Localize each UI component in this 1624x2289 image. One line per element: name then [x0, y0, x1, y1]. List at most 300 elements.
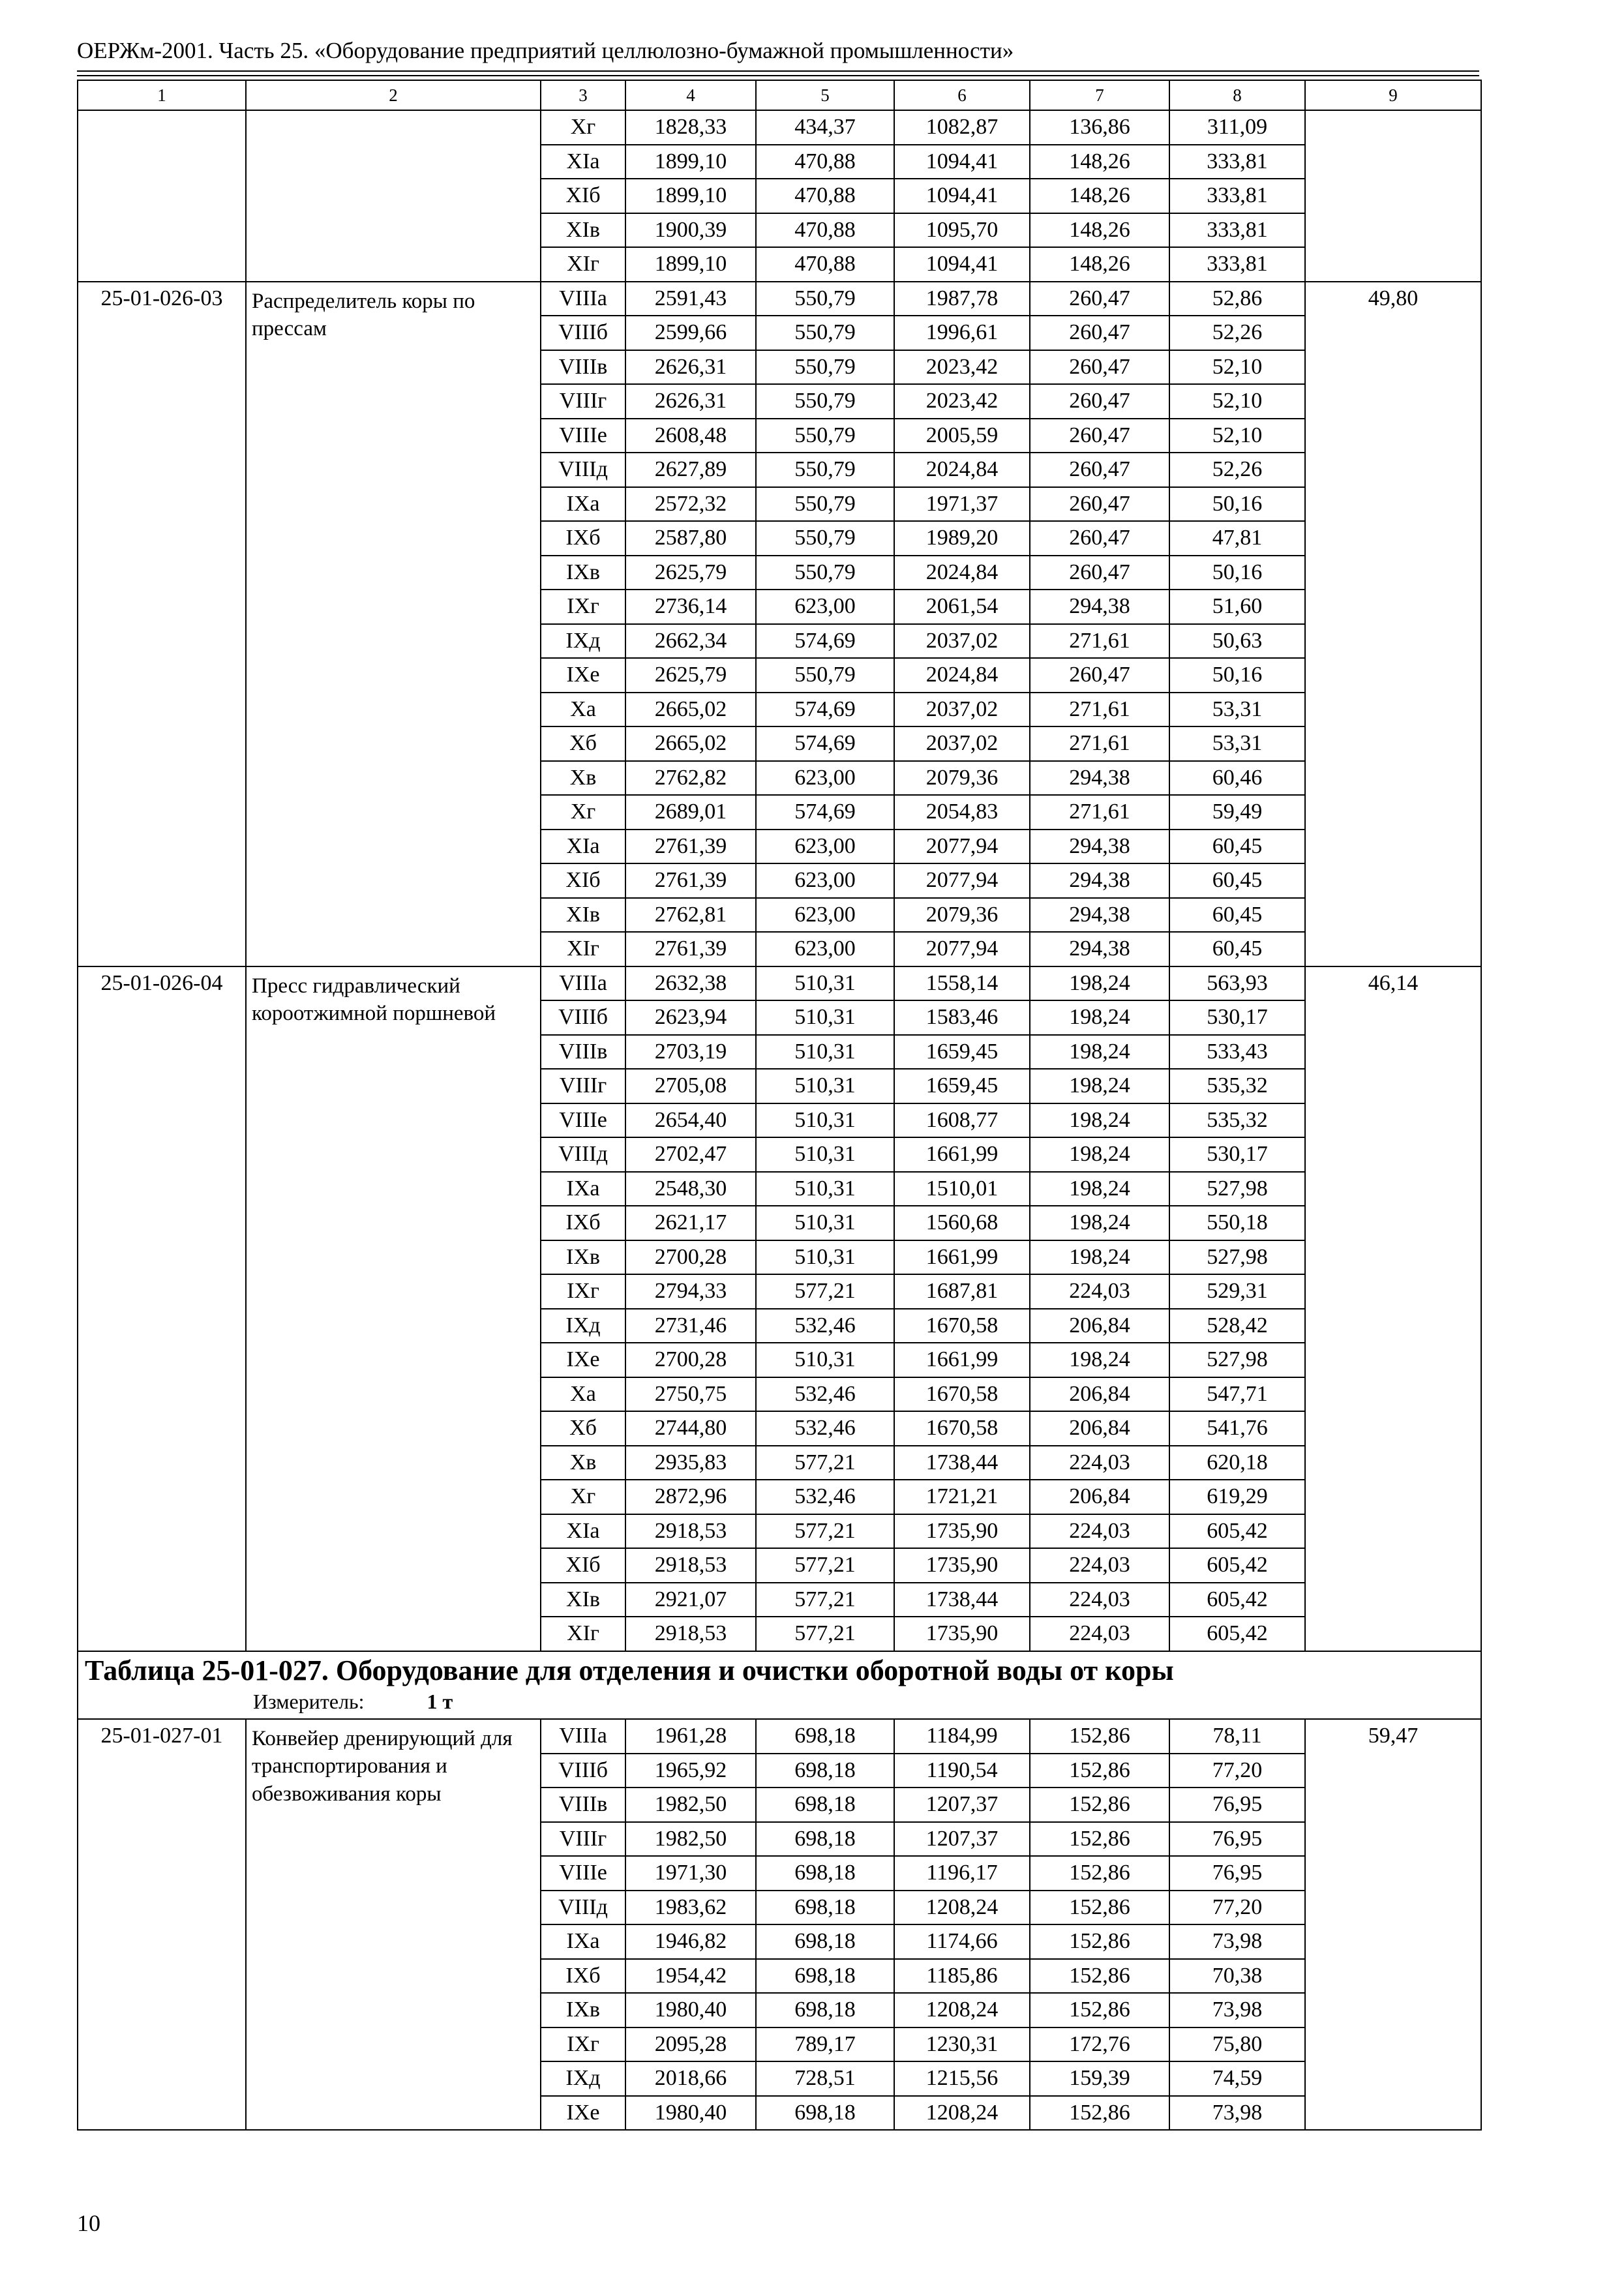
value-cell: 2921,07	[625, 1583, 756, 1617]
value-cell: 198,24	[1030, 1103, 1169, 1138]
col-num: 3	[541, 80, 625, 110]
value-cell: 698,18	[756, 1924, 894, 1959]
value-cell: 60,45	[1169, 898, 1305, 933]
value-cell: 1954,42	[625, 1959, 756, 1994]
page-number: 10	[77, 2210, 100, 2236]
value-cell: 2095,28	[625, 2027, 756, 2062]
value-cell: 2024,84	[894, 658, 1030, 693]
value-cell: 260,47	[1030, 282, 1169, 316]
equipment-name: Конвейер дренирующий для транспортирования и обезвоживания коры	[246, 1719, 541, 2130]
value-cell: 550,79	[756, 419, 894, 453]
norm-code: 25-01-026-03	[78, 282, 246, 966]
col-num: 8	[1169, 80, 1305, 110]
value-cell: 2918,53	[625, 1617, 756, 1651]
value-cell: 605,42	[1169, 1583, 1305, 1617]
value-cell: 2037,02	[894, 726, 1030, 761]
value-cell: 271,61	[1030, 795, 1169, 830]
region-cell: VIIIа	[541, 282, 625, 316]
value-cell: 434,37	[756, 110, 894, 145]
region-cell: IXб	[541, 1206, 625, 1240]
value-cell: 74,59	[1169, 2061, 1305, 2096]
region-cell: IXе	[541, 658, 625, 693]
value-cell: 52,86	[1169, 282, 1305, 316]
region-cell: VIIIд	[541, 1137, 625, 1172]
value-cell: 51,60	[1169, 590, 1305, 624]
value-cell: 333,81	[1169, 179, 1305, 213]
value-cell: 1094,41	[894, 179, 1030, 213]
value-cell: 260,47	[1030, 556, 1169, 590]
value-cell: 152,86	[1030, 1891, 1169, 1925]
value-cell: 550,18	[1169, 1206, 1305, 1240]
value-cell: 136,86	[1030, 110, 1169, 145]
value-cell: 2599,66	[625, 316, 756, 350]
region-cell: IXб	[541, 521, 625, 556]
region-cell: VIIIг	[541, 384, 625, 419]
value-cell: 1670,58	[894, 1309, 1030, 1343]
value-cell: 1560,68	[894, 1206, 1030, 1240]
value-cell: 152,86	[1030, 2096, 1169, 2131]
value-cell: 198,24	[1030, 1000, 1169, 1035]
value-cell: 1208,24	[894, 1993, 1030, 2027]
value-cell: 574,69	[756, 795, 894, 830]
region-cell: VIIIа	[541, 1719, 625, 1754]
region-cell: XIв	[541, 898, 625, 933]
value-cell: 2705,08	[625, 1069, 756, 1103]
value-cell: 311,09	[1169, 110, 1305, 145]
region-cell: VIIIе	[541, 1856, 625, 1891]
value-cell: 2689,01	[625, 795, 756, 830]
region-cell: IXв	[541, 1240, 625, 1275]
table-title-row	[78, 1651, 1481, 1720]
region-cell: XIг	[541, 247, 625, 282]
value-cell: 2077,94	[894, 830, 1030, 864]
value-cell: 294,38	[1030, 863, 1169, 898]
value-cell: 2077,94	[894, 863, 1030, 898]
value-cell: 224,03	[1030, 1274, 1169, 1309]
value-cell: 550,79	[756, 658, 894, 693]
value-cell: 2702,47	[625, 1137, 756, 1172]
value-cell: 1583,46	[894, 1000, 1030, 1035]
value-cell: 1207,37	[894, 1822, 1030, 1857]
value-cell: 623,00	[756, 590, 894, 624]
region-cell: XIа	[541, 830, 625, 864]
value-cell: 294,38	[1030, 830, 1169, 864]
region-cell: VIIIв	[541, 1035, 625, 1070]
value-cell: 224,03	[1030, 1514, 1169, 1549]
value-cell: 152,86	[1030, 1959, 1169, 1994]
value-cell: 1215,56	[894, 2061, 1030, 2096]
value-cell: 152,86	[1030, 1856, 1169, 1891]
region-cell: VIIIе	[541, 1103, 625, 1138]
value-cell: 698,18	[756, 1993, 894, 2027]
col-num: 2	[246, 80, 541, 110]
value-cell: 52,26	[1169, 316, 1305, 350]
value-cell: 2794,33	[625, 1274, 756, 1309]
value-cell: 563,93	[1169, 966, 1305, 1001]
value-cell: 148,26	[1030, 213, 1169, 248]
region-cell: IXе	[541, 2096, 625, 2131]
value-cell: 152,86	[1030, 1993, 1169, 2027]
value-cell: 73,98	[1169, 1924, 1305, 1959]
value-cell: 73,98	[1169, 2096, 1305, 2131]
value-cell: 605,42	[1169, 1514, 1305, 1549]
col-num: 5	[756, 80, 894, 110]
value-cell: 574,69	[756, 624, 894, 659]
value-cell: 1208,24	[894, 1891, 1030, 1925]
value-cell: 260,47	[1030, 487, 1169, 522]
value-cell: 574,69	[756, 726, 894, 761]
value-cell: 2626,31	[625, 350, 756, 385]
value-cell: 2665,02	[625, 693, 756, 727]
equipment-name: Пресс гидравлический короотжимной поршневой	[246, 966, 541, 1651]
value-cell: 530,17	[1169, 1137, 1305, 1172]
value-cell: 1965,92	[625, 1754, 756, 1788]
value-cell: 1670,58	[894, 1377, 1030, 1412]
value-cell: 152,86	[1030, 1754, 1169, 1788]
value-cell: 623,00	[756, 830, 894, 864]
value-cell: 198,24	[1030, 1172, 1169, 1206]
value-cell: 550,79	[756, 521, 894, 556]
value-cell: 294,38	[1030, 761, 1169, 796]
value-cell: 198,24	[1030, 1343, 1169, 1377]
norm-code: 25-01-027-01	[78, 1719, 246, 2130]
value-cell: 224,03	[1030, 1617, 1169, 1651]
region-cell: VIIIв	[541, 1788, 625, 1822]
value-cell: 2744,80	[625, 1411, 756, 1446]
norm-code	[78, 110, 246, 282]
header-rule-bottom	[77, 75, 1479, 76]
value-cell: 619,29	[1169, 1480, 1305, 1514]
region-cell: VIIIв	[541, 350, 625, 385]
value-cell: 528,42	[1169, 1309, 1305, 1343]
value-cell: 271,61	[1030, 693, 1169, 727]
value-cell: 260,47	[1030, 419, 1169, 453]
value-cell: 510,31	[756, 1103, 894, 1138]
value-cell: 550,79	[756, 350, 894, 385]
table-row	[78, 1719, 1481, 1754]
value-cell: 2761,39	[625, 932, 756, 966]
value-cell: 2662,34	[625, 624, 756, 659]
value-cell: 2654,40	[625, 1103, 756, 1138]
value-cell: 577,21	[756, 1274, 894, 1309]
value-cell: 224,03	[1030, 1446, 1169, 1480]
value-cell: 2627,89	[625, 453, 756, 487]
value-cell: 2918,53	[625, 1548, 756, 1583]
value-cell: 1687,81	[894, 1274, 1030, 1309]
value-cell: 533,43	[1169, 1035, 1305, 1070]
value-cell: 510,31	[756, 1206, 894, 1240]
value-cell: 2005,59	[894, 419, 1030, 453]
region-cell: Xб	[541, 1411, 625, 1446]
value-cell: 510,31	[756, 1069, 894, 1103]
value-cell: 535,32	[1169, 1103, 1305, 1138]
value-cell: 550,79	[756, 282, 894, 316]
value-cell: 623,00	[756, 898, 894, 933]
col-num: 9	[1305, 80, 1481, 110]
region-cell: IXе	[541, 1343, 625, 1377]
value-cell: 1661,99	[894, 1343, 1030, 1377]
value-cell: 728,51	[756, 2061, 894, 2096]
value-cell: 1661,99	[894, 1137, 1030, 1172]
value-cell: 206,84	[1030, 1480, 1169, 1514]
col-num: 6	[894, 80, 1030, 110]
value-cell: 53,31	[1169, 726, 1305, 761]
table-row	[78, 966, 1481, 1001]
value-cell: 2665,02	[625, 726, 756, 761]
value-cell: 2700,28	[625, 1240, 756, 1275]
value-cell: 52,10	[1169, 384, 1305, 419]
value-cell: 198,24	[1030, 1069, 1169, 1103]
value-cell: 148,26	[1030, 179, 1169, 213]
region-cell: Xг	[541, 795, 625, 830]
value-cell: 510,31	[756, 1240, 894, 1275]
value-cell: 152,86	[1030, 1822, 1169, 1857]
value-cell: 1900,39	[625, 213, 756, 248]
value-cell: 2625,79	[625, 658, 756, 693]
value-cell: 623,00	[756, 932, 894, 966]
value-cell: 527,98	[1169, 1240, 1305, 1275]
value-cell: 532,46	[756, 1411, 894, 1446]
region-cell: XIб	[541, 1548, 625, 1583]
value-cell: 198,24	[1030, 1206, 1169, 1240]
value-cell: 2918,53	[625, 1514, 756, 1549]
region-cell: IXа	[541, 487, 625, 522]
region-cell: Xг	[541, 110, 625, 145]
value-cell: 1982,50	[625, 1822, 756, 1857]
value-cell: 547,71	[1169, 1377, 1305, 1412]
value-cell: 152,86	[1030, 1924, 1169, 1959]
value-cell: 77,20	[1169, 1754, 1305, 1788]
value-cell: 698,18	[756, 1788, 894, 1822]
value-cell: 333,81	[1169, 247, 1305, 282]
value-cell: 577,21	[756, 1446, 894, 1480]
value-cell: 1738,44	[894, 1583, 1030, 1617]
value-cell: 574,69	[756, 693, 894, 727]
region-cell: IXа	[541, 1924, 625, 1959]
value-cell: 1735,90	[894, 1617, 1030, 1651]
value-cell: 2736,14	[625, 590, 756, 624]
value-cell: 550,79	[756, 316, 894, 350]
value-cell: 1196,17	[894, 1856, 1030, 1891]
value-cell: 2572,32	[625, 487, 756, 522]
value-cell: 550,79	[756, 453, 894, 487]
col9-value: 49,80	[1305, 282, 1481, 966]
value-cell: 698,18	[756, 2096, 894, 2131]
value-cell: 2037,02	[894, 693, 1030, 727]
region-cell: Xв	[541, 761, 625, 796]
region-cell: VIIIб	[541, 1754, 625, 1788]
value-cell: 510,31	[756, 1343, 894, 1377]
rates-table	[77, 80, 1482, 2131]
value-cell: 698,18	[756, 1856, 894, 1891]
value-cell: 1094,41	[894, 247, 1030, 282]
value-cell: 527,98	[1169, 1343, 1305, 1377]
value-cell: 152,86	[1030, 1788, 1169, 1822]
value-cell: 532,46	[756, 1377, 894, 1412]
value-cell: 159,39	[1030, 2061, 1169, 2096]
value-cell: 260,47	[1030, 658, 1169, 693]
value-cell: 1946,82	[625, 1924, 756, 1959]
value-cell: 260,47	[1030, 384, 1169, 419]
value-cell: 60,45	[1169, 863, 1305, 898]
region-cell: IXд	[541, 624, 625, 659]
value-cell: 1184,99	[894, 1719, 1030, 1754]
value-cell: 1961,28	[625, 1719, 756, 1754]
value-cell: 70,38	[1169, 1959, 1305, 1994]
value-cell: 2587,80	[625, 521, 756, 556]
col9-value: 46,14	[1305, 966, 1481, 1651]
region-cell: XIв	[541, 1583, 625, 1617]
region-cell: IXд	[541, 1309, 625, 1343]
value-cell: 510,31	[756, 1000, 894, 1035]
value-cell: 1899,10	[625, 145, 756, 179]
value-cell: 550,79	[756, 384, 894, 419]
column-numbers-row	[78, 80, 1481, 110]
value-cell: 60,45	[1169, 932, 1305, 966]
value-cell: 1971,37	[894, 487, 1030, 522]
value-cell: 333,81	[1169, 213, 1305, 248]
value-cell: 76,95	[1169, 1856, 1305, 1891]
value-cell: 75,80	[1169, 2027, 1305, 2062]
region-cell: IXв	[541, 1993, 625, 2027]
value-cell: 1510,01	[894, 1172, 1030, 1206]
region-cell: VIIIд	[541, 1891, 625, 1925]
value-cell: 2054,83	[894, 795, 1030, 830]
value-cell: 1899,10	[625, 179, 756, 213]
value-cell: 510,31	[756, 1137, 894, 1172]
value-cell: 2626,31	[625, 384, 756, 419]
value-cell: 1980,40	[625, 2096, 756, 2131]
col-num: 7	[1030, 80, 1169, 110]
value-cell: 2731,46	[625, 1309, 756, 1343]
value-cell: 698,18	[756, 1822, 894, 1857]
value-cell: 198,24	[1030, 1035, 1169, 1070]
col9-value: 59,47	[1305, 1719, 1481, 2130]
value-cell: 1735,90	[894, 1514, 1030, 1549]
value-cell: 2079,36	[894, 898, 1030, 933]
value-cell: 1899,10	[625, 247, 756, 282]
value-cell: 577,21	[756, 1617, 894, 1651]
region-cell: XIв	[541, 213, 625, 248]
region-cell: IXд	[541, 2061, 625, 2096]
value-cell: 2762,81	[625, 898, 756, 933]
value-cell: 1095,70	[894, 213, 1030, 248]
value-cell: 260,47	[1030, 521, 1169, 556]
value-cell: 2761,39	[625, 863, 756, 898]
table-row	[78, 110, 1481, 145]
value-cell: 260,47	[1030, 350, 1169, 385]
value-cell: 698,18	[756, 1959, 894, 1994]
value-cell: 53,31	[1169, 693, 1305, 727]
value-cell: 271,61	[1030, 726, 1169, 761]
value-cell: 605,42	[1169, 1617, 1305, 1651]
value-cell: 620,18	[1169, 1446, 1305, 1480]
region-cell: VIIIб	[541, 316, 625, 350]
value-cell: 2703,19	[625, 1035, 756, 1070]
region-cell: XIа	[541, 145, 625, 179]
value-cell: 1558,14	[894, 966, 1030, 1001]
value-cell: 50,16	[1169, 556, 1305, 590]
value-cell: 2024,84	[894, 453, 1030, 487]
value-cell: 530,17	[1169, 1000, 1305, 1035]
value-cell: 294,38	[1030, 932, 1169, 966]
value-cell: 1670,58	[894, 1411, 1030, 1446]
value-cell: 2037,02	[894, 624, 1030, 659]
value-cell: 1659,45	[894, 1035, 1030, 1070]
value-cell: 470,88	[756, 247, 894, 282]
value-cell: 1980,40	[625, 1993, 756, 2027]
value-cell: 1082,87	[894, 110, 1030, 145]
value-cell: 2079,36	[894, 761, 1030, 796]
region-cell: Xа	[541, 693, 625, 727]
value-cell: 2625,79	[625, 556, 756, 590]
value-cell: 50,63	[1169, 624, 1305, 659]
value-cell: 224,03	[1030, 1548, 1169, 1583]
region-cell: VIIIд	[541, 453, 625, 487]
region-cell: VIIIе	[541, 419, 625, 453]
value-cell: 76,95	[1169, 1822, 1305, 1857]
region-cell: XIа	[541, 1514, 625, 1549]
value-cell: 52,10	[1169, 350, 1305, 385]
value-cell: 206,84	[1030, 1309, 1169, 1343]
value-cell: 623,00	[756, 863, 894, 898]
region-cell: VIIIб	[541, 1000, 625, 1035]
col-num: 4	[625, 80, 756, 110]
table-row	[78, 282, 1481, 316]
value-cell: 198,24	[1030, 1137, 1169, 1172]
value-cell: 550,79	[756, 487, 894, 522]
value-cell: 206,84	[1030, 1377, 1169, 1412]
value-cell: 2700,28	[625, 1343, 756, 1377]
value-cell: 698,18	[756, 1719, 894, 1754]
value-cell: 47,81	[1169, 521, 1305, 556]
value-cell: 50,16	[1169, 658, 1305, 693]
region-cell: XIг	[541, 932, 625, 966]
value-cell: 1738,44	[894, 1446, 1030, 1480]
value-cell: 59,49	[1169, 795, 1305, 830]
region-cell: IXг	[541, 1274, 625, 1309]
value-cell: 2623,94	[625, 1000, 756, 1035]
region-cell: Xб	[541, 726, 625, 761]
region-cell: Xв	[541, 1446, 625, 1480]
value-cell: 1174,66	[894, 1924, 1030, 1959]
value-cell: 1987,78	[894, 282, 1030, 316]
value-cell: 76,95	[1169, 1788, 1305, 1822]
value-cell: 470,88	[756, 179, 894, 213]
value-cell: 148,26	[1030, 247, 1169, 282]
table-title-cell	[78, 1651, 1481, 1720]
value-cell: 1983,62	[625, 1891, 756, 1925]
region-cell: IXа	[541, 1172, 625, 1206]
unit-line	[85, 1691, 1475, 1712]
page-header: ОЕРЖм-2001. Часть 25. «Оборудование предприятий целлюлозно-бумажной промышленности»	[77, 38, 1014, 63]
value-cell: 1735,90	[894, 1548, 1030, 1583]
value-cell: 2024,84	[894, 556, 1030, 590]
value-cell: 510,31	[756, 966, 894, 1001]
header-rule-top	[77, 70, 1479, 72]
value-cell: 2018,66	[625, 2061, 756, 2096]
value-cell: 1989,20	[894, 521, 1030, 556]
value-cell: 50,16	[1169, 487, 1305, 522]
value-cell: 260,47	[1030, 316, 1169, 350]
value-cell: 529,31	[1169, 1274, 1305, 1309]
value-cell: 470,88	[756, 213, 894, 248]
value-cell: 2023,42	[894, 350, 1030, 385]
value-cell: 77,20	[1169, 1891, 1305, 1925]
value-cell: 577,21	[756, 1583, 894, 1617]
value-cell: 2621,17	[625, 1206, 756, 1240]
value-cell: 333,81	[1169, 145, 1305, 179]
